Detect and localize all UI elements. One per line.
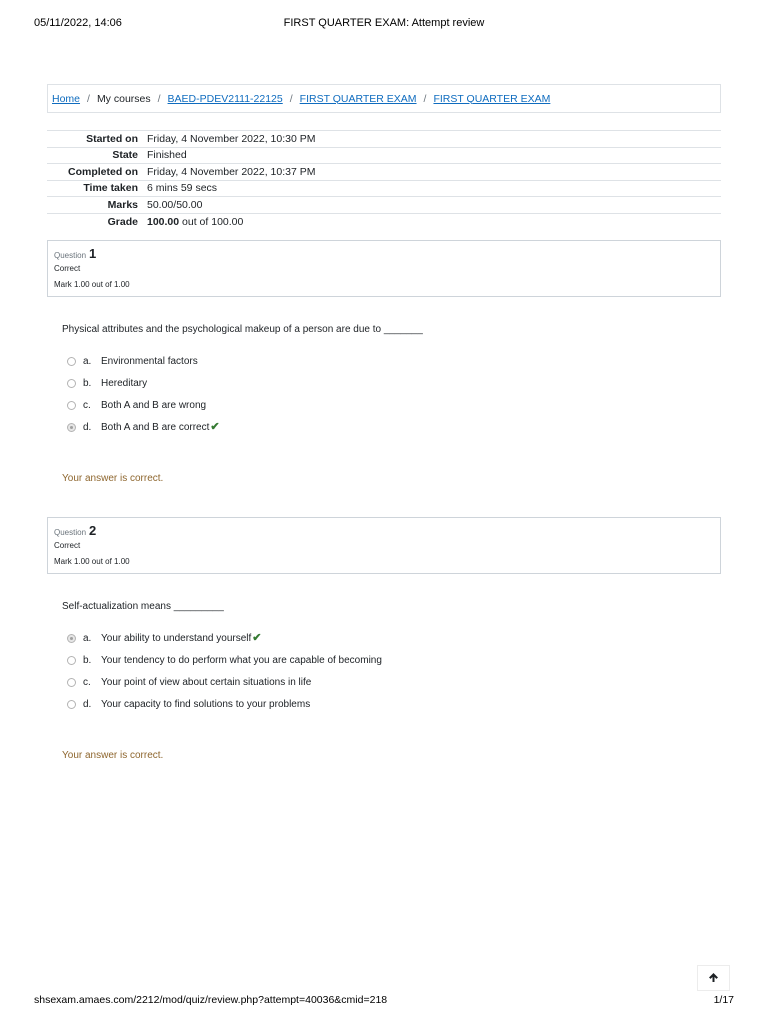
option-text: Your point of view about certain situations in life: [101, 676, 312, 688]
summary-label: Time taken: [83, 182, 138, 195]
question-info-2: [47, 517, 721, 574]
radio-button-checked[interactable]: [67, 634, 76, 643]
question-info-1: [47, 240, 721, 297]
answer-option-selected[interactable]: [67, 416, 567, 438]
print-datetime: 05/11/2022, 14:06: [34, 17, 122, 29]
answer-options-1: [67, 350, 567, 438]
breadcrumb-section[interactable]: FIRST QUARTER EXAM: [299, 92, 417, 105]
question-mark: Mark 1.00 out of 1.00: [54, 280, 130, 289]
question-number-line: [54, 246, 714, 260]
attempt-summary-table: [47, 130, 721, 230]
question-text-2: Self-actualization means _________: [62, 601, 224, 612]
summary-label: Started on: [86, 132, 138, 145]
option-letter: b.: [83, 377, 92, 389]
option-letter: a.: [83, 355, 92, 367]
feedback-2: Your answer is correct.: [62, 750, 164, 761]
breadcrumb-my-courses: My courses: [96, 92, 151, 105]
print-footer: [34, 994, 734, 1008]
option-letter: d.: [83, 421, 92, 433]
answer-option[interactable]: [67, 671, 567, 693]
summary-label: Grade: [107, 215, 138, 228]
answer-options-2: [67, 627, 567, 715]
answer-option[interactable]: [67, 693, 567, 715]
question-word: Question: [54, 251, 87, 260]
summary-value: Friday, 4 November 2022, 10:37 PM: [147, 165, 316, 178]
summary-value: Finished: [147, 149, 187, 162]
option-letter: d.: [83, 698, 92, 710]
breadcrumb-separator: /: [423, 92, 427, 105]
option-text: Your tendency to do perform what you are capable of becoming: [101, 654, 382, 666]
radio-button[interactable]: [67, 401, 76, 410]
answer-option[interactable]: [67, 372, 567, 394]
summary-value: 6 mins 59 secs: [147, 182, 218, 195]
grade-suffix: out of 100.00: [179, 215, 244, 228]
option-letter: a.: [83, 632, 92, 644]
radio-button[interactable]: [67, 678, 76, 687]
summary-row-state: [47, 147, 721, 164]
summary-value: 50.00/50.00: [147, 198, 203, 211]
question-text-1: Physical attributes and the psychological makeup of a person are due to _______: [62, 324, 423, 335]
summary-label: State: [112, 149, 138, 162]
option-letter: b.: [83, 654, 92, 666]
answer-option[interactable]: [67, 649, 567, 671]
question-number: 1: [89, 246, 97, 261]
option-text: Your ability to understand yourself: [101, 632, 252, 644]
summary-label: Marks: [107, 198, 138, 211]
question-state: Correct: [54, 264, 81, 273]
question-mark: Mark 1.00 out of 1.00: [54, 557, 130, 566]
breadcrumb-quiz[interactable]: FIRST QUARTER EXAM: [433, 92, 551, 105]
back-to-top-button[interactable]: [697, 965, 730, 991]
question-number: 2: [89, 523, 97, 538]
breadcrumb-separator: /: [289, 92, 293, 105]
breadcrumb: [47, 84, 721, 113]
breadcrumb-home[interactable]: Home: [52, 92, 81, 105]
question-state: Correct: [54, 541, 81, 550]
print-page-number: 1/17: [713, 994, 734, 1006]
summary-row-time: [47, 180, 721, 197]
radio-button[interactable]: [67, 656, 76, 665]
option-text: Hereditary: [101, 377, 148, 389]
question-word: Question: [54, 528, 87, 537]
print-header: [34, 17, 734, 31]
summary-row-marks: [47, 197, 721, 214]
summary-row-started: [47, 131, 721, 148]
answer-option[interactable]: [67, 350, 567, 372]
breadcrumb-separator: /: [157, 92, 161, 105]
summary-row-grade: [47, 213, 721, 230]
radio-button[interactable]: [67, 700, 76, 709]
breadcrumb-course[interactable]: BAED-PDEV2111-22125: [167, 92, 283, 105]
summary-value: Friday, 4 November 2022, 10:30 PM: [147, 132, 316, 145]
radio-button[interactable]: [67, 379, 76, 388]
summary-value: [147, 213, 721, 230]
breadcrumb-separator: /: [87, 92, 90, 105]
option-text: Environmental factors: [101, 355, 198, 367]
option-letter: c.: [83, 399, 91, 411]
question-number-line: [54, 523, 714, 537]
check-icon: ✔: [252, 631, 262, 644]
option-text: Your capacity to find solutions to your problems: [101, 698, 311, 710]
summary-row-completed: [47, 164, 721, 181]
radio-button[interactable]: [67, 357, 76, 366]
option-text: Both A and B are wrong: [101, 399, 207, 411]
grade-value: 100.00: [147, 215, 180, 228]
arrow-up-icon: [708, 971, 719, 986]
answer-option-selected[interactable]: [67, 627, 567, 649]
option-letter: c.: [83, 676, 91, 688]
summary-label: Completed on: [68, 165, 138, 178]
print-title: FIRST QUARTER EXAM: Attempt review: [283, 17, 485, 29]
answer-option[interactable]: [67, 394, 567, 416]
print-url: shsexam.amaes.com/2212/mod/quiz/review.php?attempt=40036&cmid=218: [34, 994, 388, 1006]
option-text: Both A and B are correct: [101, 421, 210, 433]
radio-button-checked[interactable]: [67, 423, 76, 432]
feedback-1: Your answer is correct.: [62, 473, 164, 484]
check-icon: ✔: [210, 420, 220, 433]
